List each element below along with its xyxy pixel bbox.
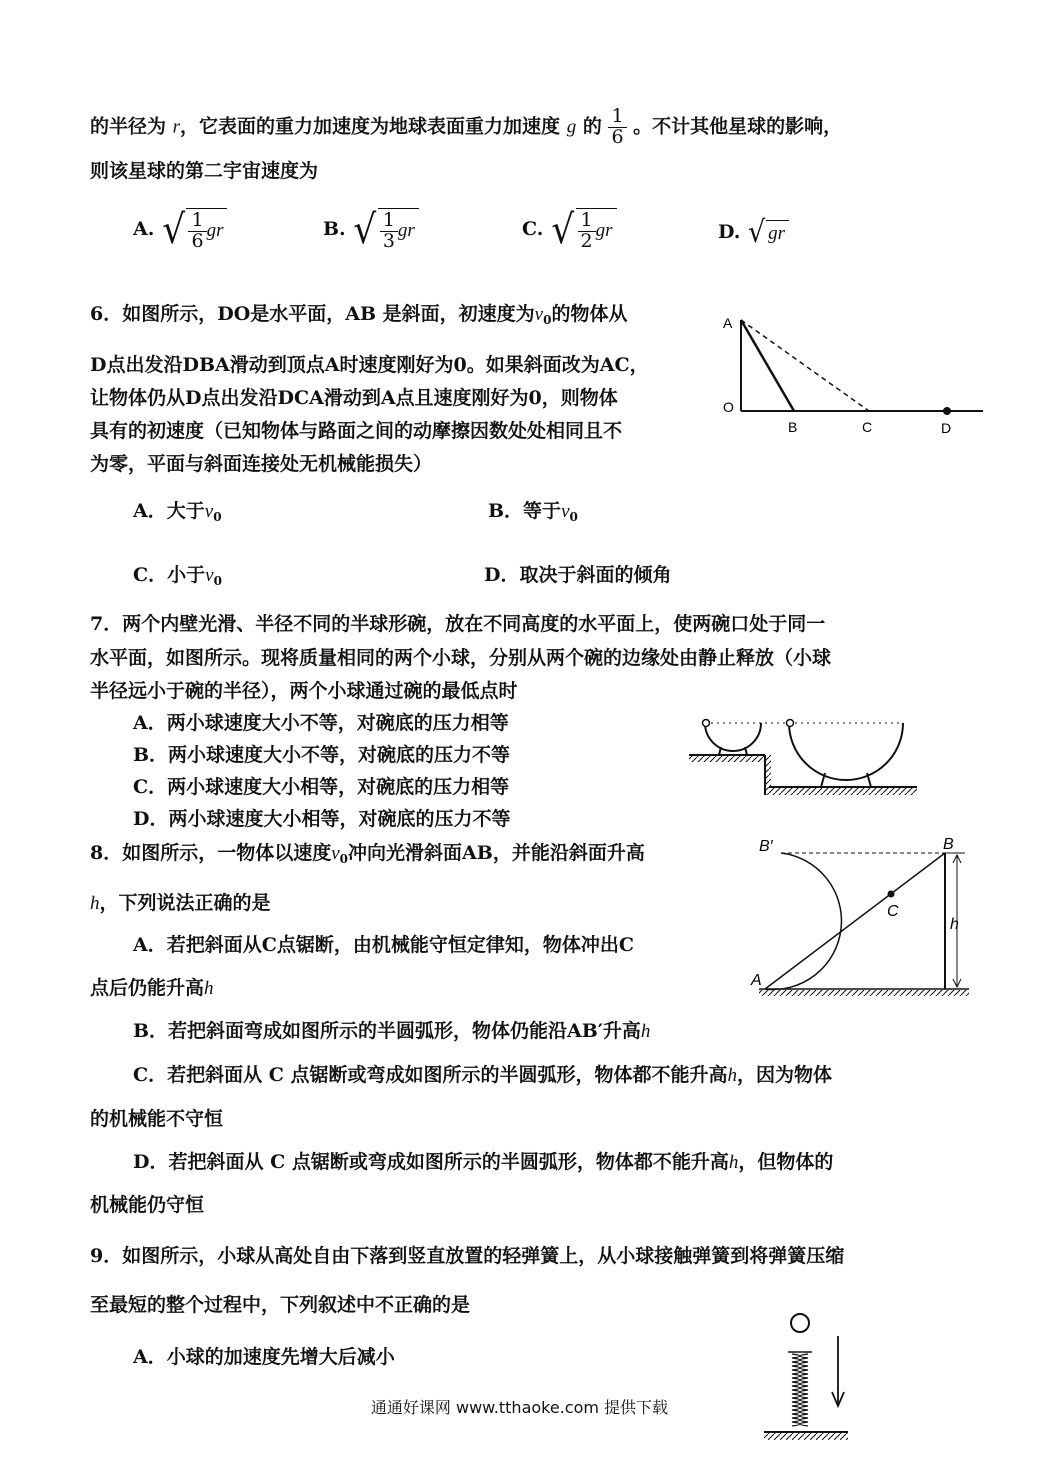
sqrt-expression: √ $\frac{1}{3}$ gr — [352, 208, 419, 252]
q6-option-c: C．小于$v_0$ — [133, 564, 222, 588]
ground-hatch — [759, 990, 969, 996]
var-r: r — [172, 116, 181, 138]
sqrt-expression: √ $\frac{1}{2}$ gr — [550, 208, 617, 252]
q6-option-a: A．大于$v_0$ — [133, 500, 222, 524]
q9-option-a: A．小球的加速度先增大后减小 — [133, 1346, 395, 1368]
label-h: h — [950, 916, 959, 933]
label-d: D — [941, 420, 952, 436]
large-bowl — [789, 723, 903, 780]
semicircle-arc — [765, 853, 841, 989]
q5-text: 的半径为 — [90, 115, 167, 138]
falling-ball — [791, 1314, 809, 1332]
q5-option-c: C. √ $\frac{1}{2}$ gr — [522, 208, 617, 252]
q8-option-d-line2: 机械能仍守恒 — [90, 1194, 205, 1216]
sqrt-expression: √ gr — [747, 218, 789, 248]
q6-option-d: D．取决于斜面的倾角 — [484, 564, 672, 586]
point-c — [888, 891, 895, 898]
label-b-prime: B′ — [759, 838, 773, 855]
spring-ground-hatch — [764, 1433, 848, 1440]
label-a: A — [723, 315, 733, 331]
label-c: C — [862, 419, 873, 435]
q6-incline-figure — [715, 310, 985, 440]
q5-option-a: A. √ $\frac{1}{6}$ gr — [133, 208, 227, 252]
label-b: B — [788, 419, 798, 435]
q6-line1: 6．如图所示，DO是水平面，AB 是斜面，初速度为$v_0$的物体从 — [90, 303, 628, 327]
var-g: g — [566, 116, 577, 138]
upper-ground-hatch — [689, 756, 765, 762]
q7-line1: 7．两个内壁光滑、半径不同的半球形碗，放在不同高度的水平面上，使两碗口处于同一 — [90, 613, 826, 635]
q7-bowls-figure — [685, 715, 925, 805]
q6-line3: 让物体仍从D点出发沿DCA滑动到A点且速度刚好为0，则物体 — [90, 387, 618, 409]
q8-option-a-line2: 点后仍能升高h — [90, 977, 214, 999]
q8-option-d-line1: D．若把斜面从 C 点锯断或弯成如图所示的半圆弧形，物体都不能升高h，但物体的 — [133, 1151, 834, 1173]
large-ball — [787, 720, 794, 727]
q8-line2: h，下列说法正确的是 — [90, 892, 271, 914]
incline-ab — [741, 320, 794, 411]
q9-spring-figure — [762, 1308, 852, 1448]
fraction-one-sixth: $\frac{1}{6}$ — [608, 107, 626, 148]
label-c: C — [887, 903, 899, 920]
q7-line3: 半径远小于碗的半径），两个小球通过碗的最低点时 — [90, 680, 518, 702]
footer-source: 通通好课网 www.tthaoke.com 提供下载 — [370, 1398, 669, 1417]
q7-option-c: C．两小球速度大小相等，对碗底的压力相等 — [133, 776, 510, 798]
q9-line1: 9．如图所示，小球从高处自由下落到竖直放置的轻弹簧上，从小球接触弹簧到将弹簧压缩 — [90, 1245, 845, 1267]
sqrt-expression: √ $\frac{1}{6}$ gr — [161, 208, 228, 252]
q8-option-a-line1: A．若把斜面从C点锯断，由机械能守恒定律知，物体冲出C — [133, 934, 634, 956]
small-ball — [703, 720, 710, 727]
q5-text: 。不计其他星球的影响， — [633, 115, 843, 138]
q5-option-d: D. √ gr — [718, 218, 789, 248]
q7-option-a: A．两小球速度大小不等，对碗底的压力相等 — [133, 712, 509, 734]
q5-line2: 则该星球的第二宇宙速度为 — [90, 160, 319, 182]
q9-line2: 至最短的整个过程中，下列叙述中不正确的是 — [90, 1294, 471, 1316]
q8-option-c-line1: C．若把斜面从 C 点锯断或弯成如图所示的半圆弧形，物体都不能升高h，因为物体 — [133, 1064, 832, 1086]
point-d — [943, 407, 951, 415]
q8-option-b: B．若把斜面弯成如图所示的半圆弧形，物体仍能沿AB′升高h — [133, 1020, 651, 1042]
q6-line2: D点出发沿DBA滑动到顶点A时速度刚好为0。如果斜面改为AC， — [90, 354, 649, 376]
q5-line1 — [90, 107, 842, 148]
incline-ac — [741, 320, 869, 411]
q7-option-b: B．两小球速度大小不等，对碗底的压力不等 — [133, 744, 511, 766]
q8-line1: 8．如图所示，一物体以速度$v_0$冲向光滑斜面AB，并能沿斜面升高 — [90, 842, 645, 866]
small-bowl — [705, 723, 761, 751]
label-a: A — [751, 972, 762, 989]
label-o: O — [723, 399, 734, 415]
incline-ab — [765, 853, 945, 989]
q7-line2: 水平面，如图所示。现将质量相同的两个小球，分别从两个碗的边缘处由静止释放（小球 — [90, 647, 832, 669]
label-b: B — [943, 836, 954, 853]
q8-incline-figure — [745, 833, 975, 1003]
q7-option-d: D．两小球速度大小相等，对碗底的压力不等 — [133, 808, 511, 830]
q5-text: 的 — [582, 115, 602, 138]
lower-ground-hatch — [769, 788, 917, 795]
q6-option-b: B．等于$v_0$ — [488, 500, 578, 524]
q6-line4: 具有的初速度（已知物体与路面之间的动摩擦因数处处相同且不 — [90, 420, 623, 442]
q8-option-c-line2: 的机械能不守恒 — [90, 1108, 224, 1130]
q5-option-b: B. √ $\frac{1}{3}$ gr — [323, 208, 419, 252]
q6-line5: 为零，平面与斜面连接处无机械能损失） — [90, 453, 433, 475]
q5-text: ，它表面的重力加速度为地球表面重力加速度 — [180, 115, 561, 138]
